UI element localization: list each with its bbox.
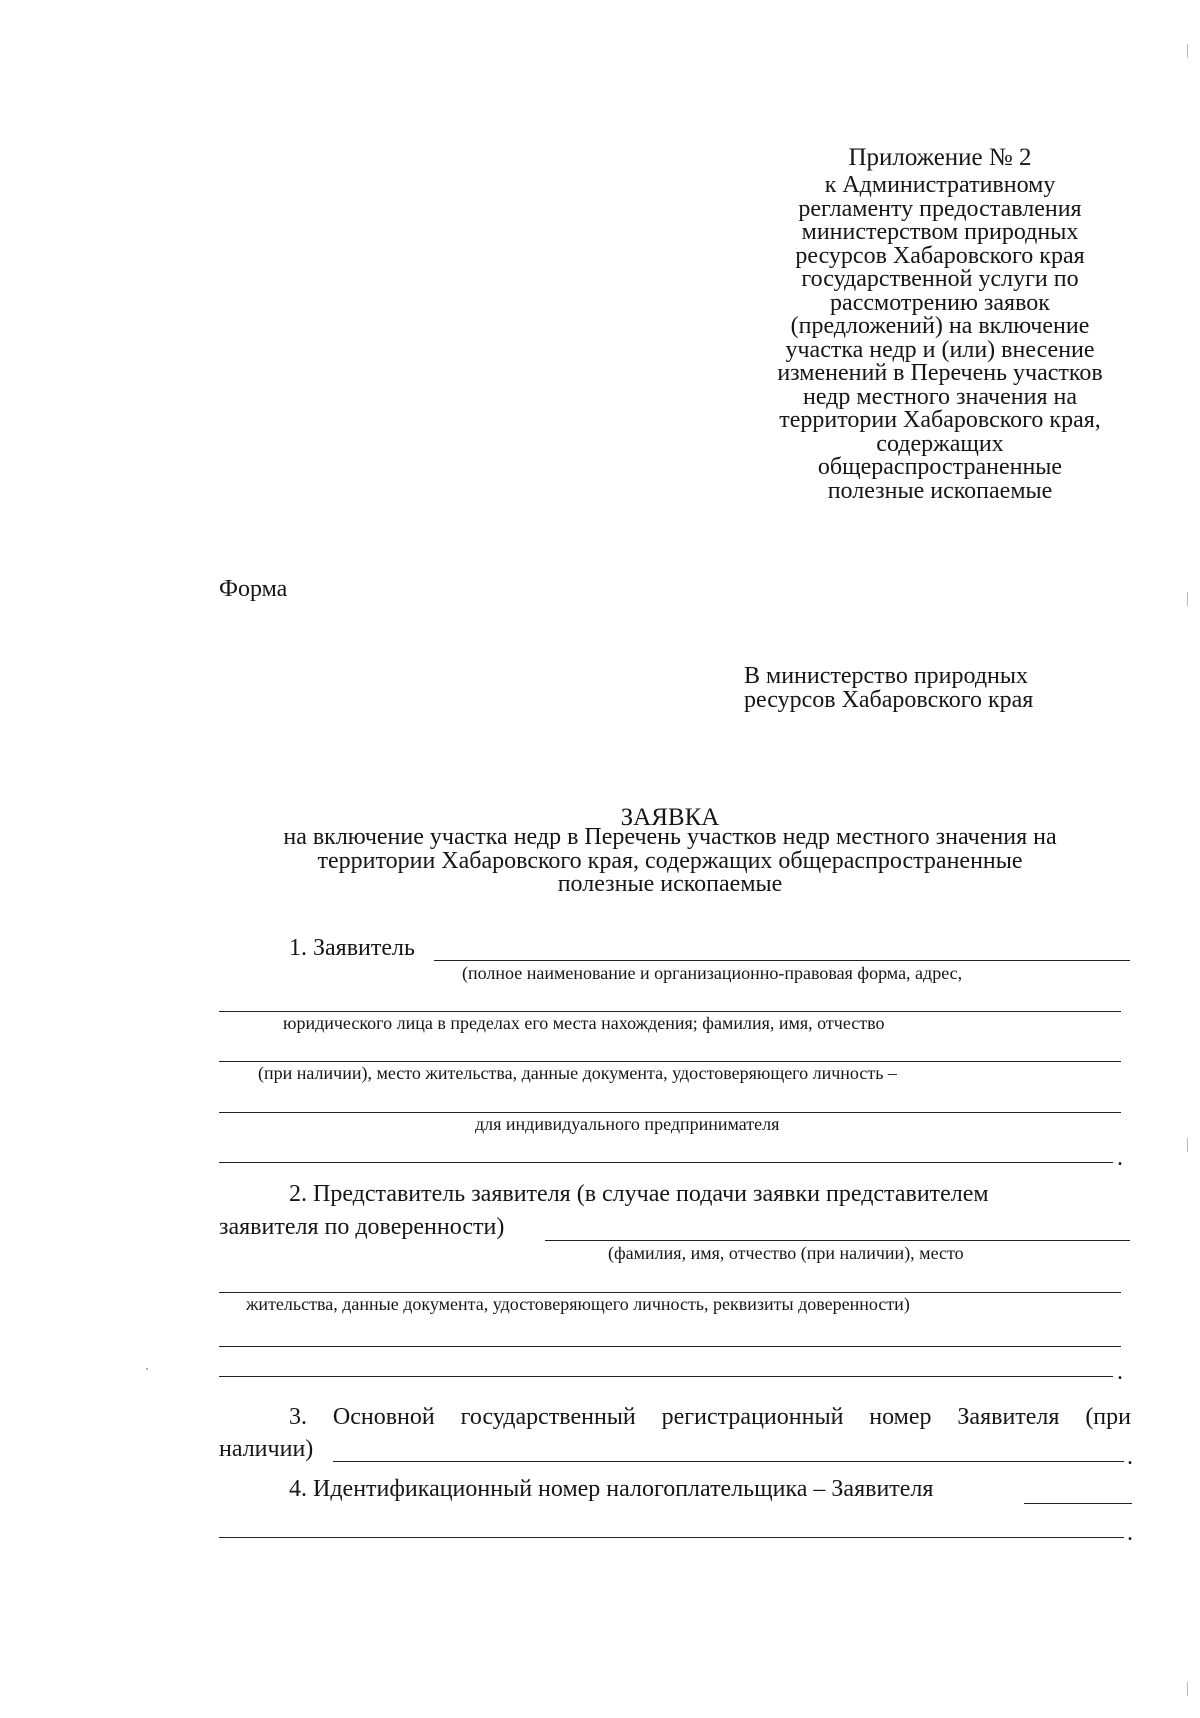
- appendix-line: рассмотрению заявок: [830, 289, 1050, 316]
- appendix-title: Приложение № 2: [848, 144, 1032, 171]
- ogrn-input-line[interactable]: [333, 1461, 1124, 1462]
- scan-mark: [1187, 1682, 1188, 1696]
- appendix-block: [700, 144, 1180, 503]
- period: .: [1117, 1359, 1123, 1385]
- representative-input-line-4[interactable]: [219, 1376, 1113, 1377]
- representative-input-line-3[interactable]: [219, 1346, 1121, 1347]
- subtitle-line: территории Хабаровского края, содержащих общераспространенные: [317, 847, 1023, 874]
- inn-input-line[interactable]: [1024, 1503, 1132, 1504]
- appendix-line: общераспространенные: [817, 454, 1063, 480]
- applicant-input-line[interactable]: [434, 960, 1130, 961]
- appendix-line: регламенту предоставления: [798, 195, 1082, 222]
- period: .: [1127, 1444, 1133, 1470]
- applicant-caption: (полное наименование и организационно-правовая форма, адрес,: [462, 963, 963, 983]
- addressee-line: ресурсов Хабаровского края: [744, 687, 1034, 713]
- scan-mark: [1187, 44, 1188, 58]
- appendix-line: недр местного значения на: [802, 383, 1078, 410]
- section2-line1: 2. Представитель заявителя (в случае подачи заявки представителем: [289, 1181, 989, 1207]
- addressee-line: В министерство природных: [744, 663, 1029, 689]
- form-label: Форма: [219, 576, 288, 602]
- scan-mark: [1187, 592, 1188, 606]
- application-subtitle: [220, 826, 1120, 897]
- appendix-line: участка недр и (или) внесение: [785, 336, 1095, 363]
- period: .: [1117, 1145, 1123, 1171]
- scan-speck: [146, 1368, 148, 1370]
- representative-input-line[interactable]: [545, 1240, 1130, 1241]
- appendix-line: содержащих: [876, 430, 1004, 457]
- appendix-line: (предложений) на включение: [790, 313, 1090, 339]
- applicant-input-line-5[interactable]: [219, 1162, 1113, 1163]
- inn-input-line-2[interactable]: [219, 1537, 1124, 1538]
- applicant-caption: юридического лица в пределах его места нахождения; фамилия, имя, отчество: [283, 1013, 885, 1033]
- appendix-line: государственной услуги по: [801, 266, 1079, 292]
- section3-line1: 3. Основной государственный регистрационный номер Заявителя (при: [289, 1404, 1131, 1430]
- section1-label: 1. Заявитель: [289, 935, 415, 961]
- addressee-block: [744, 664, 1033, 712]
- appendix-line: ресурсов Хабаровского края: [795, 242, 1085, 269]
- appendix-line: к Административному: [824, 172, 1056, 198]
- section2-line2: заявителя по доверенности): [219, 1214, 505, 1240]
- section4-line1: 4. Идентификационный номер налогоплательщика – Заявителя: [289, 1476, 934, 1502]
- appendix-line: полезные ископаемые: [827, 477, 1053, 504]
- application-title: ЗАЯВКА: [620, 804, 720, 831]
- applicant-caption: (при наличии), место жительства, данные документа, удостоверяющего личность –: [258, 1063, 897, 1083]
- subtitle-line: на включение участка недр в Перечень участков недр местного значения на: [283, 824, 1057, 850]
- applicant-caption: для индивидуального предпринимателя: [475, 1114, 780, 1134]
- appendix-line: министерством природных: [801, 219, 1079, 245]
- subtitle-line: полезные ископаемые: [557, 871, 783, 897]
- representative-caption: (фамилия, имя, отчество (при наличии), место: [608, 1243, 964, 1263]
- appendix-line: территории Хабаровского края,: [779, 407, 1101, 433]
- representative-caption: жительства, данные документа, удостоверяющего личность, реквизиты доверенности): [246, 1294, 910, 1314]
- scan-mark: [1187, 1138, 1188, 1152]
- period: .: [1127, 1520, 1133, 1546]
- appendix-line: изменений в Перечень участков: [777, 360, 1103, 386]
- section3-line2: наличии): [219, 1436, 314, 1462]
